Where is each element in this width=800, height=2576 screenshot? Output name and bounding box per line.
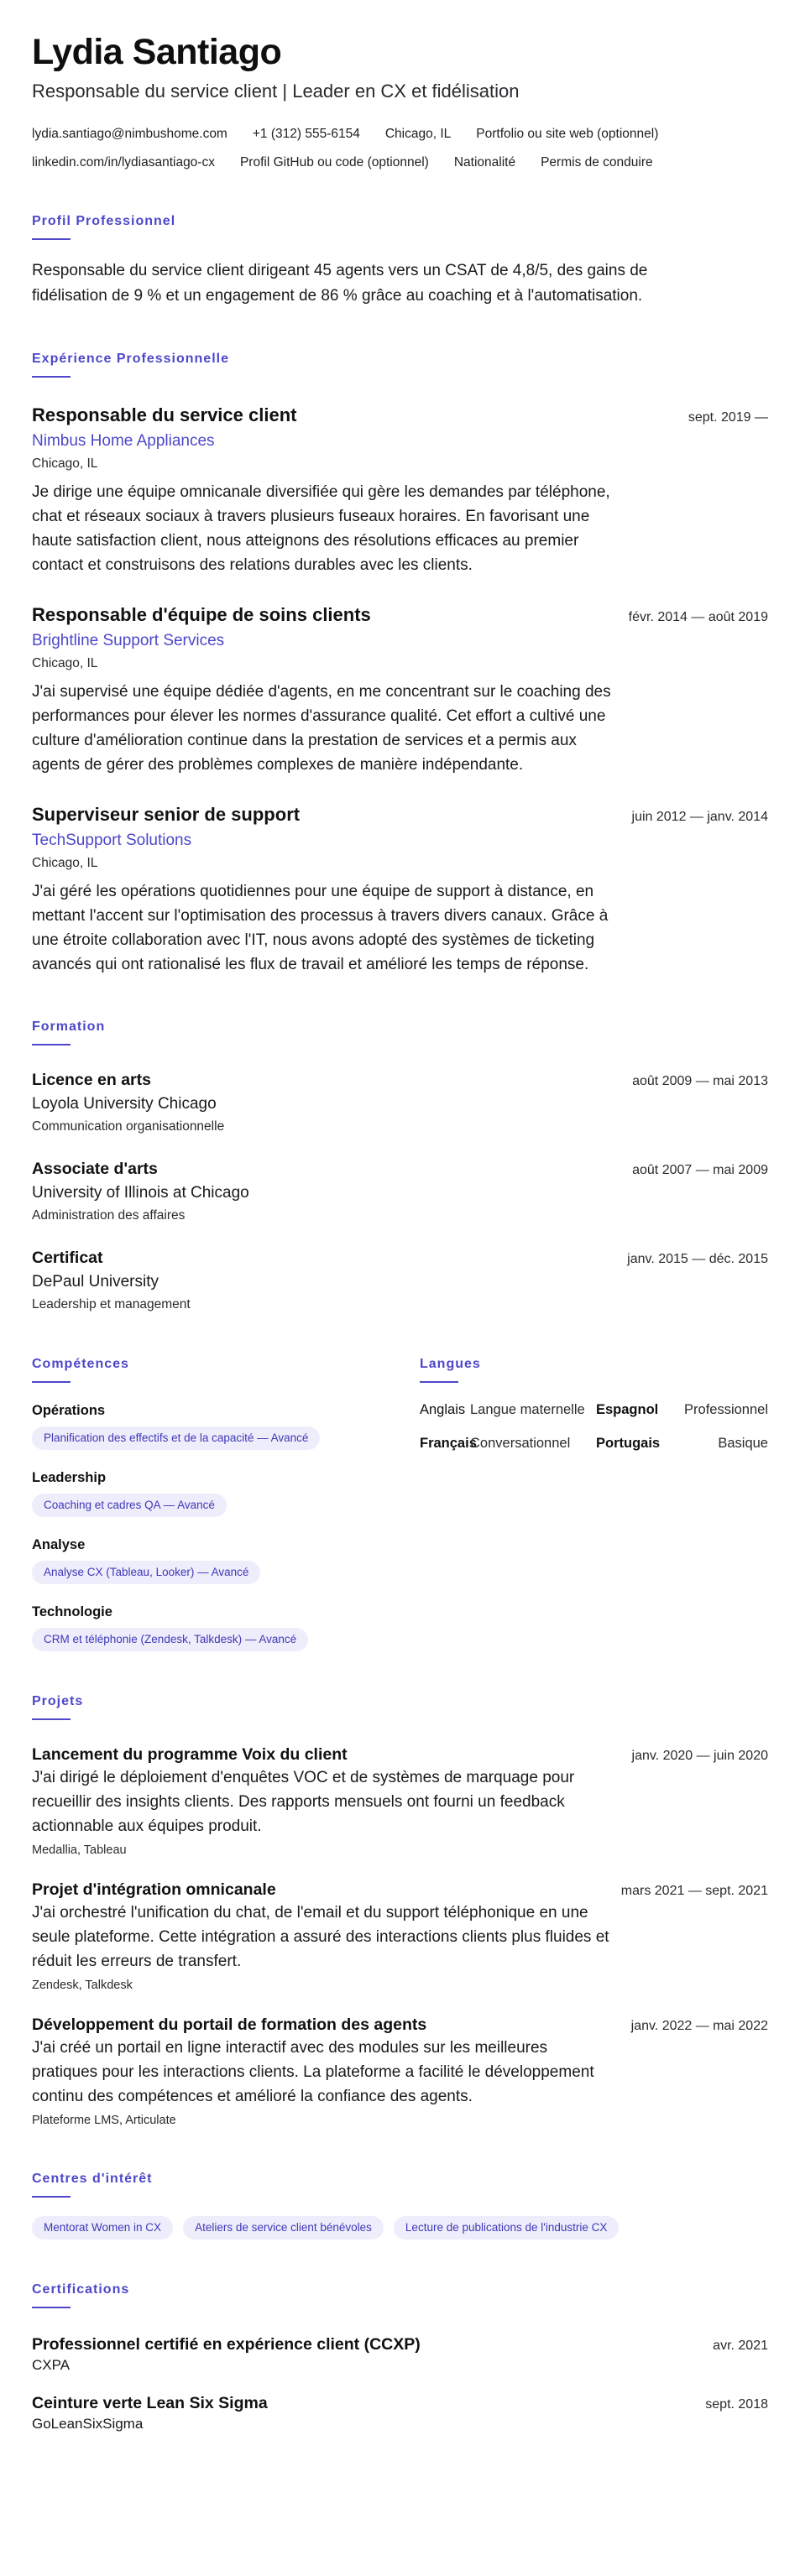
languages-section [420, 1356, 768, 1651]
language-level: Basique [718, 1436, 768, 1451]
study-field: Communication organisationnelle [32, 1119, 225, 1134]
education-date: janv. 2015 — déc. 2015 [627, 1252, 768, 1266]
skill-category: Opérations [32, 1403, 106, 1418]
certification-date: sept. 2018 [705, 2397, 768, 2412]
section-divider [32, 238, 71, 240]
education-date: août 2009 — mai 2013 [632, 1074, 768, 1088]
interest-tag: Lecture de publications de l'industrie CX [394, 2216, 619, 2240]
study-field: Leadership et management [32, 1297, 191, 1311]
project-title: Projet d'intégration omnicanale [32, 1880, 276, 1899]
section-title: Compétences [32, 1357, 129, 1371]
education-item [32, 1247, 768, 1314]
skill-category: Leadership [32, 1470, 107, 1485]
section-title: Profil Professionnel [32, 214, 176, 228]
interest-list [32, 2216, 768, 2240]
experience-section [32, 351, 768, 977]
job-location: Chicago, IL [32, 656, 98, 670]
project-item [32, 2014, 768, 2129]
skill-tag: Coaching et cadres QA — Avancé [32, 1494, 227, 1517]
job-date: sept. 2019 — [688, 410, 768, 425]
language-name: Anglais [420, 1402, 466, 1417]
job-title: Responsable du service client [32, 404, 297, 425]
projects-section [32, 1693, 768, 2129]
contact-list [32, 126, 768, 171]
project-date: janv. 2020 — juin 2020 [631, 1749, 768, 1763]
contact-nationality: Nationalité [453, 155, 516, 169]
job-description: J'ai géré les opérations quotidiennes pour une équipe de support à distance, en mettant l'accent sur l'optimisation des processus à travers divers canaux. Grâce à une étroite collaboration avec l'IT, nous avons adopté des systèmes de ticketing avancés qui ont rationalisé les flux de travail et amélioré les temps de réponse. [32, 883, 609, 973]
section-title: Certifications [32, 2282, 130, 2297]
section-divider [32, 1381, 71, 1383]
degree-title: Licence en arts [32, 1071, 151, 1089]
job-date: févr. 2014 — août 2019 [628, 610, 768, 624]
project-date: mars 2021 — sept. 2021 [620, 1884, 768, 1898]
job-description: Je dirige une équipe omnicanale diversifiée qui gère les demandes par téléphone, chat et réseaux sociaux à travers plusieurs fuseaux horaires. En favorisant une haute satisfaction client, nous atteignons des résolutions efficaces au premier contact et construisons des relations durables avec les clients. [32, 483, 610, 574]
language-list [420, 1401, 768, 1452]
interest-tag: Mentorat Women in CX [32, 2216, 173, 2240]
project-tech: Medallia, Tableau [32, 1843, 127, 1857]
contact-linkedin[interactable]: linkedin.com/in/lydiasantiago-cx [32, 155, 215, 169]
skills-languages-row [32, 1356, 768, 1651]
school-name: Loyola University Chicago [32, 1095, 217, 1113]
certification-item [32, 2334, 768, 2375]
education-section [32, 1019, 768, 1314]
profile-section [32, 213, 768, 309]
skill-tag: Planification des effectifs et de la capacité — Avancé [32, 1426, 320, 1450]
certification-item [32, 2392, 768, 2434]
skill-group [32, 1536, 420, 1584]
company-name: Nimbus Home Appliances [32, 432, 215, 450]
skill-group [32, 1468, 420, 1517]
education-date: août 2007 — mai 2009 [632, 1163, 768, 1177]
skill-tag: Analyse CX (Tableau, Looker) — Avancé [32, 1561, 260, 1584]
skill-category: Technologie [32, 1604, 112, 1619]
certification-issuer: CXPA [32, 2357, 71, 2373]
project-title: Lancement du programme Voix du client [32, 1745, 348, 1764]
section-divider [32, 2196, 71, 2198]
section-divider [420, 1381, 458, 1383]
language-level: Conversationnel [470, 1436, 571, 1451]
project-tech: Plateforme LMS, Articulate [32, 2114, 176, 2127]
section-title: Expérience Professionnelle [32, 352, 229, 366]
interest-tag: Ateliers de service client bénévoles [183, 2216, 384, 2240]
project-item [32, 1744, 768, 1859]
job-description: J'ai supervisé une équipe dédiée d'agents, en me concentrant sur le coaching des performances pour élever les normes d'assurance qualité. Cet effort a cultivé une culture d'amélioration continue dans la prestation de services et a permis aux agents de gérer des problèmes complexes de manière indépendante. [32, 683, 611, 774]
job-title: Superviseur senior de support [32, 804, 301, 825]
section-title: Centres d'intérêt [32, 2172, 153, 2186]
interests-section [32, 2171, 768, 2240]
experience-item [32, 403, 768, 577]
contact-github[interactable]: Profil GitHub ou code (optionnel) [239, 155, 429, 169]
degree-title: Certificat [32, 1249, 103, 1267]
project-date: janv. 2022 — mai 2022 [630, 2019, 768, 2033]
project-title: Développement du portail de formation des agents [32, 2015, 427, 2034]
section-divider [32, 2307, 71, 2308]
school-name: University of Illinois at Chicago [32, 1184, 249, 1202]
company-name: Brightline Support Services [32, 632, 225, 649]
contact-email[interactable]: lydia.santiago@nimbushome.com [32, 127, 227, 141]
skills-section [32, 1356, 420, 1651]
job-title: Responsable d'équipe de soins clients [32, 604, 371, 625]
skill-group [32, 1603, 420, 1651]
section-title: Projets [32, 1694, 84, 1708]
experience-item [32, 602, 768, 777]
contact-license: Permis de conduire [541, 155, 653, 169]
section-title: Formation [32, 1019, 106, 1034]
project-description: J'ai orchestré l'unification du chat, de l'email et du support téléphonique en une seule plateforme. Cette intégration a assuré des interactions clients plus fluides et réduit les erreurs de transfert. [32, 1904, 609, 1970]
contact-phone[interactable]: +1 (312) 555-6154 [252, 127, 360, 141]
language-name: Portugais [596, 1436, 661, 1451]
project-tech: Zendesk, Talkdesk [32, 1979, 133, 1992]
candidate-name: Lydia Santiago [32, 32, 282, 72]
project-description: J'ai créé un portail en ligne interactif avec des modules sur les meilleures pratiques pour les interactions clients. La plateforme a facilité le développement continu des compétences et amélioré la confiance des agents. [32, 2039, 594, 2105]
language-level: Professionnel [684, 1402, 768, 1417]
certifications-section [32, 2281, 768, 2434]
experience-item [32, 802, 768, 977]
education-item [32, 1069, 768, 1136]
resume-header [32, 30, 768, 171]
language-level: Langue maternelle [470, 1402, 585, 1417]
project-item [32, 1879, 768, 1994]
degree-title: Associate d'arts [32, 1160, 158, 1178]
project-description: J'ai dirigé le déploiement d'enquêtes VOC et de systèmes de marquage pour recueillir des insights clients. Des rapports mensuels ont fourni un feedback actionnable aux équipes produit. [32, 1769, 575, 1835]
job-date: juin 2012 — janv. 2014 [631, 810, 768, 824]
certification-date: avr. 2021 [713, 2339, 768, 2353]
study-field: Administration des affaires [32, 1208, 186, 1223]
job-location: Chicago, IL [32, 456, 98, 471]
school-name: DePaul University [32, 1273, 159, 1291]
language-name: Français [420, 1436, 477, 1451]
skill-category: Analyse [32, 1537, 86, 1552]
education-item [32, 1158, 768, 1225]
skill-tag: CRM et téléphonie (Zendesk, Talkdesk) — Avancé [32, 1628, 308, 1651]
certification-issuer: GoLeanSixSigma [32, 2416, 144, 2432]
section-title: Langues [420, 1357, 481, 1371]
certification-title: Ceinture verte Lean Six Sigma [32, 2394, 268, 2412]
language-name: Espagnol [596, 1402, 659, 1417]
section-divider [32, 1044, 71, 1046]
job-location: Chicago, IL [32, 856, 98, 870]
certification-title: Professionnel certifié en expérience client (CCXP) [32, 2335, 421, 2354]
skill-group [32, 1401, 420, 1450]
candidate-headline: Responsable du service client | Leader en CX et fidélisation [32, 81, 520, 102]
contact-location: Chicago, IL [384, 127, 452, 141]
profile-summary: Responsable du service client dirigeant 45 agents vers un CSAT de 4,8/5, des gains de fidélisation de 9 % et un engagement de 86 % grâce au coaching et à l'automatisation. [32, 262, 648, 305]
section-divider [32, 376, 71, 378]
company-name: TechSupport Solutions [32, 832, 192, 849]
contact-portfolio[interactable]: Portfolio ou site web (optionnel) [476, 127, 659, 141]
section-divider [32, 1718, 71, 1720]
